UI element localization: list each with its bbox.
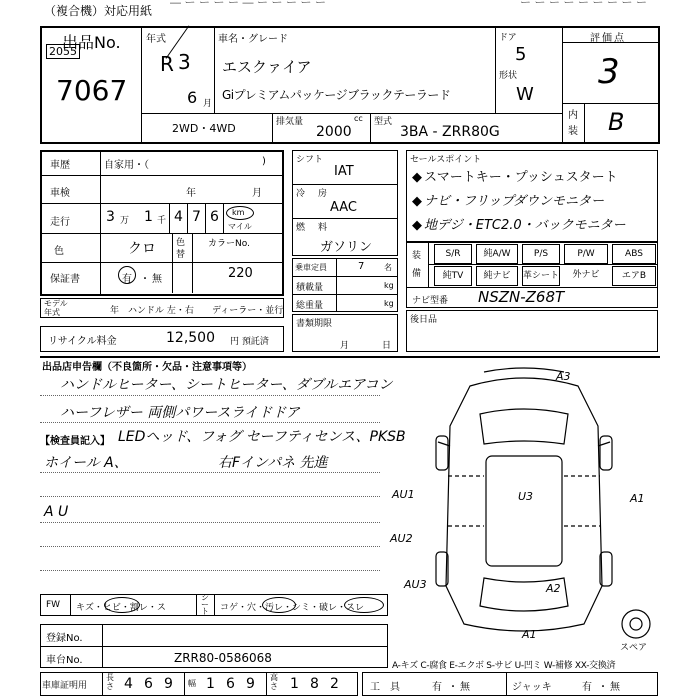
damage-mark: U3 xyxy=(518,490,534,503)
recycle-label: リサイクル料金 xyxy=(48,336,117,347)
mileage-sen-unit: 千 xyxy=(157,216,167,226)
sales-points-label: セールスポイント xyxy=(410,155,482,165)
notes-rule xyxy=(40,570,380,571)
equip-alloy-wheels: 純A/W xyxy=(476,244,518,264)
damage-mark: A2 xyxy=(546,582,561,595)
door-value: 5 xyxy=(515,44,527,65)
reg-no-label: 登録No. xyxy=(46,633,83,644)
sheet-label-1: シ xyxy=(201,593,209,602)
doc-period-month: 月 xyxy=(340,341,350,351)
equip-power-steering: P/S xyxy=(522,244,560,264)
recycle-unit: 円 預託済 xyxy=(230,337,269,347)
divider xyxy=(370,114,371,143)
divider xyxy=(293,294,397,295)
equip-ext-navi: 外ナビ xyxy=(572,270,600,280)
history-close: ) xyxy=(262,156,266,167)
divider xyxy=(142,113,562,114)
mileage-man: 3 xyxy=(106,209,115,225)
fuel-value: ガソリン xyxy=(320,240,373,255)
car-damage-diagram xyxy=(388,366,660,656)
width-label: 幅 xyxy=(188,679,196,688)
model-year-unit: 年 xyxy=(110,306,120,316)
lot-sub-number: 2055 xyxy=(46,44,80,59)
divider xyxy=(562,27,563,143)
year-era: R xyxy=(160,52,174,76)
fuel-label-1: 燃 xyxy=(296,223,306,233)
warranty-label: 保証書 xyxy=(50,274,80,285)
equip-navi: 純ナビ xyxy=(476,266,518,286)
divider xyxy=(41,646,387,647)
width-digit: 9 xyxy=(246,676,255,692)
color-no-value: 220 xyxy=(228,266,253,281)
tools-yes: 有 xyxy=(432,682,442,693)
car-front-bumper xyxy=(484,368,564,372)
lot-number: 7067 xyxy=(56,74,128,107)
fw-label: FW xyxy=(46,600,61,610)
divider xyxy=(293,218,397,219)
chassis-value: ZRR80-0586068 xyxy=(174,651,272,665)
tools-sep: ・ xyxy=(448,682,458,693)
doc-period-day: 日 xyxy=(382,341,392,351)
car-windshield xyxy=(480,409,568,444)
model-code-label: 型式 xyxy=(374,117,393,127)
model-label-1: モデル xyxy=(44,299,68,308)
divider xyxy=(584,104,585,143)
notes-rule xyxy=(40,522,380,523)
year-label: 年式 xyxy=(146,34,166,45)
navi-model-label: ナビ型番 xyxy=(412,296,449,306)
header-scrawl: ― ー ー ー ー ― ー ー ー ー ー xyxy=(170,0,326,9)
divider xyxy=(428,243,429,287)
mileage-digit: 7 xyxy=(192,209,201,225)
sheet-items: コゲ・穴・汚レ・シミ・破レ・スレ xyxy=(220,603,365,613)
jack-sep: ・ xyxy=(598,682,608,693)
divider xyxy=(102,673,103,695)
divider xyxy=(563,103,659,104)
model-label: 車名・グレード xyxy=(218,34,288,45)
car-roof xyxy=(486,456,562,566)
divider xyxy=(184,673,185,695)
divider xyxy=(506,673,507,695)
fw-mark-circle xyxy=(104,597,140,613)
divider xyxy=(214,27,215,113)
chassis-label: 車台No. xyxy=(46,655,83,666)
notes-label: 出品店申告欄（不良箇所・欠品・注意事項等） xyxy=(42,362,252,373)
damage-mark: AU1 xyxy=(392,488,415,501)
color-change-1: 色 xyxy=(176,238,186,248)
dealer-label: ディーラー・並行 xyxy=(212,306,284,316)
damage-mark: AU3 xyxy=(404,578,427,591)
weight-label: 総重量 xyxy=(296,301,324,311)
damage-mark: AU2 xyxy=(390,532,413,545)
length-digit: 6 xyxy=(144,676,153,692)
color-change-2: 替 xyxy=(176,250,186,260)
later-items-label: 後日品 xyxy=(410,315,438,325)
divider xyxy=(41,175,283,176)
equip-leather: 革シート xyxy=(522,266,560,286)
damage-mark: A3 xyxy=(556,370,571,383)
height-digit: 1 xyxy=(290,676,299,692)
load-unit: kg xyxy=(384,281,394,290)
divider xyxy=(187,204,188,233)
history-label: 車歴 xyxy=(50,160,70,171)
notes-line-1: ハンドルヒーター、シートヒーター、ダブルエアコン xyxy=(60,377,393,393)
interior-label-1: 内 xyxy=(568,110,578,121)
length-digit: 9 xyxy=(164,676,173,692)
jack-no: 無 xyxy=(610,682,620,693)
divider xyxy=(70,595,71,615)
tools-no: 無 xyxy=(460,682,470,693)
notes-rule xyxy=(40,422,380,423)
sales-point-item: ◆ ナビ・フリップダウンモニター xyxy=(412,190,604,209)
divider xyxy=(196,595,197,615)
mileage-digit: 4 xyxy=(174,209,183,225)
divider xyxy=(205,204,206,233)
year-month: 6 xyxy=(187,88,198,107)
color-label: 色 xyxy=(54,246,64,257)
inspector-line-1: LEDヘッド、フォグ セーフティセンス、PKSB xyxy=(118,429,406,445)
warranty-yes: 有 xyxy=(122,274,132,285)
shape-value: W xyxy=(516,84,534,105)
sheet-label-2: ー xyxy=(201,600,209,609)
divider xyxy=(192,234,193,293)
mileage-man-unit: 万 xyxy=(120,216,130,226)
fuel-label-2: 料 xyxy=(318,223,328,233)
displacement-value: 2000 xyxy=(316,124,352,140)
equipment-label-1: 装 xyxy=(412,251,422,261)
shift-label: シフト xyxy=(296,155,324,165)
shape-label: 形状 xyxy=(499,71,518,81)
notes-rule xyxy=(40,395,380,396)
inspector-label: 【検査員記入】 xyxy=(40,436,110,447)
score-label: 評価点 xyxy=(590,33,626,44)
width-digit: 6 xyxy=(226,676,235,692)
notes-rule xyxy=(40,546,380,547)
equip-airbag: エアB xyxy=(612,266,656,286)
damage-mark: A1 xyxy=(630,492,645,505)
model-name: エスクァイア xyxy=(222,58,312,76)
length-label: 長さ xyxy=(106,673,114,691)
year-value: 3 xyxy=(178,50,191,74)
inspector-line-3: A U xyxy=(44,504,69,520)
divider xyxy=(293,276,397,277)
warranty-sep: ・ xyxy=(140,274,150,285)
displacement-unit: cc xyxy=(354,114,363,123)
divider xyxy=(41,262,283,263)
shift-value: IAT xyxy=(334,164,354,179)
divider xyxy=(293,184,397,185)
month-unit: 月 xyxy=(203,99,213,109)
weight-unit: kg xyxy=(384,299,394,308)
history-value: 自家用・（ xyxy=(104,160,149,171)
capacity-unit: 名 xyxy=(384,263,392,272)
drive-options: 2WD・4WD xyxy=(172,122,236,135)
height-digit: 2 xyxy=(330,676,339,692)
divider xyxy=(169,204,170,233)
sheet-mark-circle xyxy=(344,597,384,613)
notes-rule xyxy=(40,472,380,473)
spare-tire-hub xyxy=(630,618,642,630)
inspection-month-unit: 月 xyxy=(252,188,262,199)
sales-point-item: ◆ 地デジ・ETC2.0・バックモニター xyxy=(412,214,626,233)
divider xyxy=(214,595,215,615)
divider xyxy=(41,233,283,234)
divider xyxy=(141,27,142,143)
garage-cert-label: 車庫証明用 xyxy=(42,681,88,691)
warranty-no: 無 xyxy=(152,274,162,285)
divider xyxy=(495,27,496,113)
equip-power-windows: P/W xyxy=(564,244,608,264)
length-digit: 4 xyxy=(124,676,133,692)
model-label-2: 年式 xyxy=(44,308,60,317)
jack-label: ジャッキ xyxy=(512,682,552,693)
sheet-label-3: ト xyxy=(201,607,209,616)
corner-scrawl: ー ー ー ー ー ー ー ー ー xyxy=(520,0,647,9)
divider xyxy=(41,203,283,204)
spare-tire-icon xyxy=(622,610,650,638)
ac-value: AAC xyxy=(330,200,357,215)
interior-value: B xyxy=(608,108,625,136)
interior-label-2: 装 xyxy=(568,126,578,137)
later-items-box xyxy=(406,310,658,352)
car-wheel-fl xyxy=(436,436,448,470)
divider xyxy=(272,114,273,143)
score-value: 3 xyxy=(598,52,620,92)
door-label: ドア xyxy=(499,33,517,43)
divider xyxy=(223,204,224,233)
spare-label: スペア xyxy=(620,643,648,653)
inspection-label: 車検 xyxy=(50,188,70,199)
doc-period-label: 書類期限 xyxy=(296,319,333,329)
equip-abs: ABS xyxy=(612,244,656,264)
notes-rule xyxy=(40,496,380,497)
load-label: 積載量 xyxy=(296,283,324,293)
color-no-label: カラーNo. xyxy=(208,239,250,249)
mileage-label: 走行 xyxy=(50,217,70,228)
ac-label-2: 房 xyxy=(318,189,328,199)
displacement-label: 排気量 xyxy=(276,117,304,127)
equip-tv: 純TV xyxy=(434,266,472,286)
sheet-mark-circle xyxy=(262,597,296,613)
car-wheel-fr xyxy=(600,436,612,470)
lot-label: 出品No. xyxy=(62,33,121,52)
car-body-outline xyxy=(446,378,602,631)
divider xyxy=(429,264,657,265)
inspector-line-2b: 右Fインパネ 先進 xyxy=(218,455,328,471)
handle-label: ハンドル 左・右 xyxy=(128,306,194,316)
recycle-value: 12,500 xyxy=(166,330,215,346)
color-value: クロ xyxy=(128,241,156,257)
equip-sunroof: S/R xyxy=(434,244,472,264)
width-digit: 1 xyxy=(206,676,215,692)
form-type-label: （複合機）対応用紙 xyxy=(44,4,153,18)
divider xyxy=(172,234,173,293)
jack-yes: 有 xyxy=(582,682,592,693)
mileage-digit: 6 xyxy=(210,209,219,225)
damage-mark: A1 xyxy=(522,628,537,641)
equipment-label-2: 備 xyxy=(412,269,422,279)
mileage-sen: 1 xyxy=(144,209,153,225)
inspection-year-unit: 年 xyxy=(186,188,196,199)
divider xyxy=(100,151,101,295)
sales-point-item: ◆ スマートキー・プッシュスタート xyxy=(412,166,618,185)
ac-label-1: 冷 xyxy=(296,189,306,199)
capacity-label: 乗車定員 xyxy=(295,263,327,272)
model-code-value: 3BA - ZRR80G xyxy=(400,124,500,140)
damage-legend: A-キズ C-腐食 E-エクボ S-サビ U-凹ミ W-補修 XX-交換済 xyxy=(392,661,616,671)
model-grade: Giプレミアムパッケージブラックテーラード xyxy=(222,88,451,102)
fw-items: キズ・ヒビ・割レ・ス xyxy=(76,603,166,613)
mile-label: マイル xyxy=(228,222,252,231)
capacity-value: 7 xyxy=(358,261,365,272)
navi-model-value: NSZN-Z68T xyxy=(478,288,565,306)
height-label: 高さ xyxy=(270,673,278,691)
inspector-line-2: ホイール A、 xyxy=(44,455,128,471)
km-label: km xyxy=(232,208,245,217)
height-digit: 8 xyxy=(310,676,319,692)
divider xyxy=(336,259,337,311)
tools-label: 工 具 xyxy=(370,682,400,693)
notes-line-2: ハーフレザー 両側パワースライドドア xyxy=(60,405,300,421)
divider xyxy=(266,673,267,695)
